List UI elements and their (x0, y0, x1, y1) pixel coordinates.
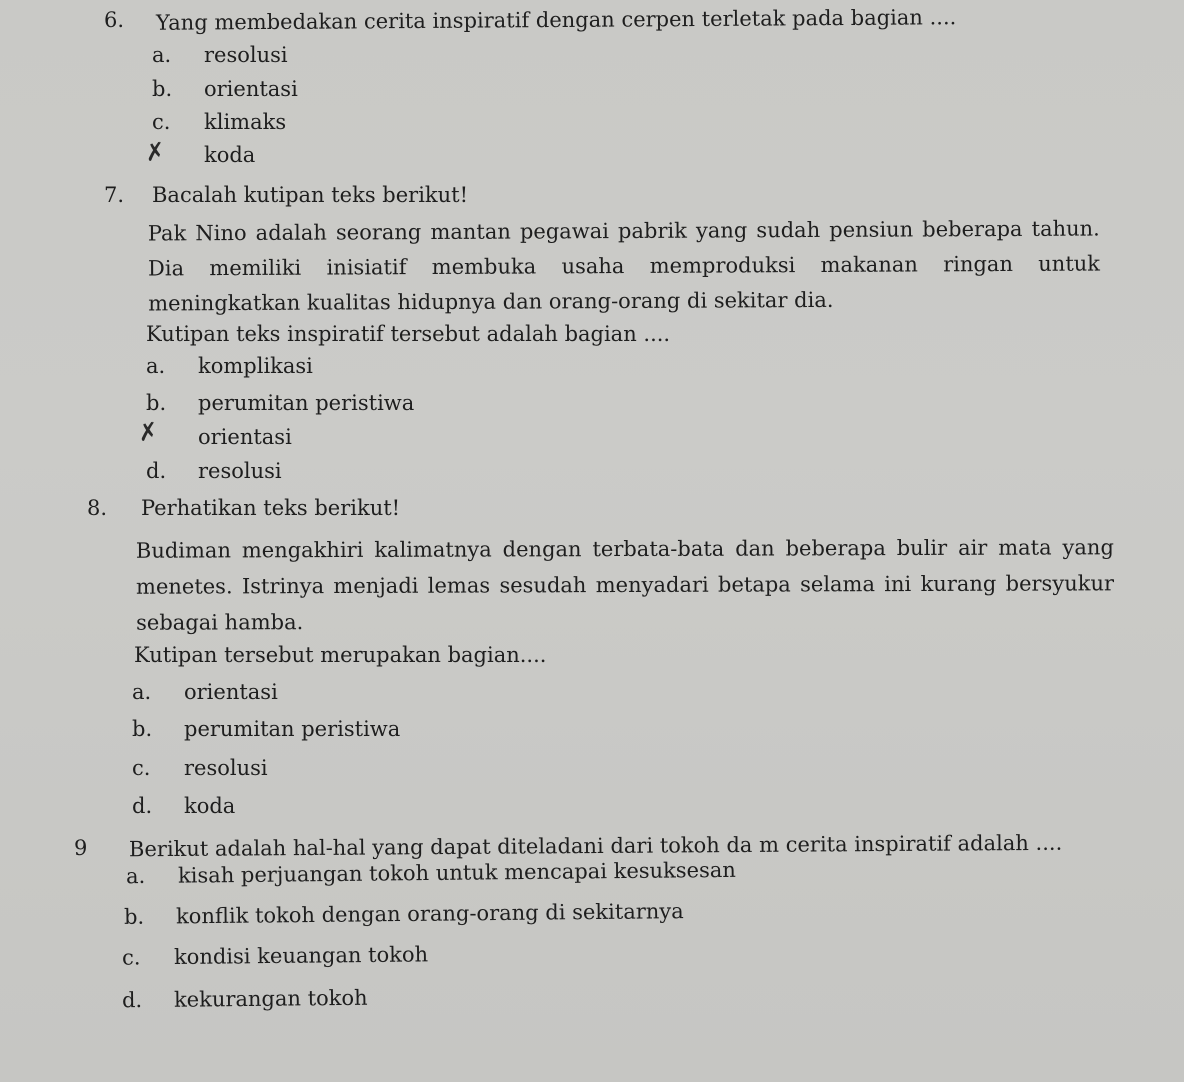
question-6-stem: Yang membedakan cerita inspiratif dengan cerpen terletak pada bagian .... (155, 5, 957, 35)
question-9-option-a[interactable] (126, 858, 736, 888)
question-7-option-c[interactable] (146, 425, 292, 449)
question-8-option-c[interactable] (132, 756, 268, 780)
question-7-number: 7. (104, 183, 125, 207)
option-text: kekurangan tokoh (173, 985, 368, 1012)
option-text: orientasi (184, 680, 278, 704)
option-text: konflik tokoh dengan orang-orang di sekitarnya (175, 899, 684, 929)
option-letter: c. (152, 110, 171, 134)
question-7-passage (148, 212, 1101, 322)
question-7-option-d[interactable] (146, 459, 282, 483)
option-letter: a. (132, 680, 152, 704)
question-6-option-a[interactable] (152, 43, 288, 67)
question-9-option-c[interactable] (122, 942, 428, 969)
question-8-option-a[interactable] (132, 680, 278, 704)
question-6-option-b[interactable] (152, 77, 298, 101)
answer-mark-icon: ✗ (143, 136, 167, 168)
option-letter: b. (132, 717, 153, 741)
question-9-stem: Berikut adalah hal-hal yang dapat diteladani dari tokoh da m cerita inspiratif adalah .... (128, 830, 1063, 862)
question-6-option-c[interactable] (152, 110, 286, 134)
option-text: komplikasi (198, 354, 313, 378)
option-text: resolusi (184, 756, 268, 780)
question-8-option-b[interactable] (132, 717, 400, 741)
question-9-number: 9 (74, 836, 88, 860)
option-text: kisah perjuangan tokoh untuk mencapai kesuksesan (177, 857, 736, 888)
option-text: koda (184, 794, 236, 818)
option-text: orientasi (204, 77, 298, 101)
passage-text: Pak Nino adalah seorang mantan pegawai pabrik yang sudah pensiun beberapa tahun. Dia memiliki inisiatif membuka usaha memproduksi makanan ringan untuk meningkatkan kualitas hidupnya dan orang-orang di sekitar dia. (147, 216, 1101, 316)
option-text: perumitan peristiwa (198, 391, 415, 415)
option-letter: c. (121, 945, 141, 970)
question-8-number: 8. (87, 496, 108, 520)
question-8-instruction: Perhatikan teks berikut! (141, 496, 401, 520)
answer-mark-icon: ✗ (136, 416, 160, 448)
option-letter: a. (125, 863, 146, 889)
option-letter: a. (146, 354, 166, 378)
question-8-passage (136, 529, 1114, 640)
question-9-option-d[interactable] (122, 986, 368, 1013)
option-letter: b. (146, 391, 167, 415)
question-7-option-b[interactable] (146, 391, 414, 415)
question-6-number: 6. (104, 8, 125, 32)
option-letter: c. (132, 756, 151, 780)
question-9-option-b[interactable] (124, 899, 684, 929)
option-text: klimaks (204, 110, 287, 134)
option-letter: b. (152, 77, 173, 101)
question-7-option-a[interactable] (146, 354, 313, 378)
passage-text: Budiman mengakhiri kalimatnya dengan terbata-bata dan beberapa bulir air mata yang menetes. Istrinya menjadi lemas sesudah menyadari betapa selama ini kurang bersyukur sebagai hamba. (135, 535, 1115, 635)
option-text: kondisi keuangan tokoh (173, 942, 429, 970)
option-letter: a. (152, 43, 172, 67)
option-text: koda (204, 143, 256, 167)
option-text: resolusi (198, 459, 282, 483)
option-text: resolusi (204, 43, 288, 67)
question-6-option-d[interactable] (152, 143, 255, 167)
option-text: perumitan peristiwa (184, 717, 401, 741)
option-letter: b. (123, 904, 145, 929)
option-letter: d. (146, 459, 167, 483)
option-letter: d. (121, 988, 143, 1013)
question-7-instruction: Bacalah kutipan teks berikut! (152, 183, 469, 207)
option-letter: d. (132, 794, 153, 818)
option-text: orientasi (198, 425, 292, 449)
question-8-stem: Kutipan tersebut merupakan bagian.... (134, 643, 547, 667)
question-7-stem: Kutipan teks inspiratif tersebut adalah bagian .... (146, 322, 671, 346)
question-8-option-d[interactable] (132, 794, 235, 818)
